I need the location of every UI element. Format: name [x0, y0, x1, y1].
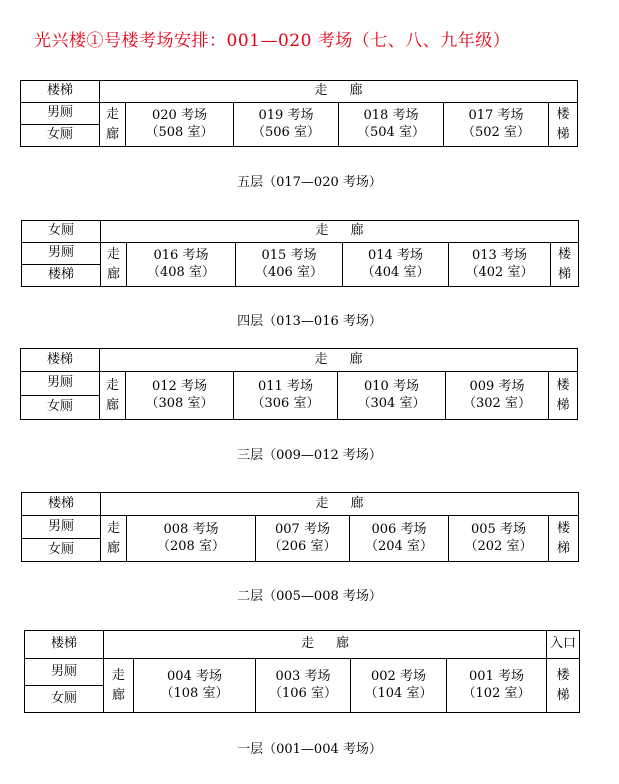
side-stairs-cell: 楼梯 [547, 659, 580, 713]
exam-room-cell: 020 考场 （508 室） [126, 103, 234, 147]
floor-caption: 三层（009—012 考场） [237, 448, 382, 463]
side-stairs-cell: 楼梯 [549, 516, 579, 562]
exam-room-cell: 011 考场 （306 室） [234, 372, 338, 420]
floor-caption: 二层（005—008 考场） [237, 589, 382, 604]
corner-mid-cell: 男厕 [21, 372, 100, 396]
corridor-cell: 走廊 [101, 493, 579, 516]
exam-room-cell: 010 考场 （304 室） [338, 372, 446, 420]
corner-mid-cell: 男厕 [21, 103, 100, 125]
exam-room-cell: 017 考场 （502 室） [444, 103, 549, 147]
corridor-cell: 走廊 [104, 631, 547, 659]
corner-mid-cell: 男厕 [25, 659, 104, 686]
exam-room-cell: 004 考场 （108 室） [134, 659, 256, 713]
corner-bottom-cell: 女厕 [21, 125, 100, 147]
corner-top-cell: 楼梯 [22, 493, 101, 516]
exam-room-cell: 012 考场 （308 室） [126, 372, 234, 420]
side-stairs-cell: 楼梯 [549, 103, 578, 147]
corridor-cell: 走廊 [100, 349, 578, 372]
exam-room-cell: 007 考场 （206 室） [256, 516, 350, 562]
floor-plan-table [21, 220, 579, 287]
entrance-cell: 入口 [547, 631, 580, 659]
corner-top-cell: 楼梯 [25, 631, 104, 659]
floor-plan-table [21, 492, 579, 562]
exam-room-cell: 014 考场 （404 室） [343, 243, 449, 287]
corner-top-cell: 女厕 [22, 221, 101, 243]
exam-room-cell: 008 考场 （208 室） [127, 516, 256, 562]
corner-bottom-cell: 女厕 [25, 686, 104, 713]
exam-room-cell: 013 考场 （402 室） [449, 243, 551, 287]
floor-caption: 一层（001—004 考场） [237, 742, 382, 757]
corner-bottom-cell: 楼梯 [22, 265, 101, 287]
floor-plan-table [20, 348, 578, 420]
corner-mid-cell: 男厕 [22, 516, 101, 539]
exam-room-cell: 015 考场 （406 室） [236, 243, 343, 287]
exam-room-cell: 002 考场 （104 室） [351, 659, 447, 713]
side-corridor-cell: 走廊 [100, 103, 126, 147]
side-corridor-cell: 走廊 [101, 516, 127, 562]
corridor-cell: 走廊 [100, 81, 578, 103]
exam-room-cell: 019 考场 （506 室） [234, 103, 339, 147]
exam-room-cell: 006 考场 （204 室） [350, 516, 449, 562]
floor-caption: 四层（013—016 考场） [237, 314, 382, 329]
exam-room-cell: 001 考场 （102 室） [447, 659, 547, 713]
side-stairs-cell: 楼梯 [549, 372, 578, 420]
exam-room-cell: 016 考场 （408 室） [127, 243, 236, 287]
corner-bottom-cell: 女厕 [21, 396, 100, 420]
exam-room-cell: 009 考场 （302 室） [446, 372, 549, 420]
document-title: 光兴楼①号楼考场安排：001—020 考场（七、八、九年级） [34, 31, 511, 51]
side-corridor-cell: 走廊 [100, 372, 126, 420]
exam-room-cell: 018 考场 （504 室） [339, 103, 444, 147]
corridor-cell: 走廊 [101, 221, 579, 243]
floor-plan-table [24, 630, 580, 713]
floor-caption: 五层（017—020 考场） [237, 175, 382, 190]
corner-mid-cell: 男厕 [22, 243, 101, 265]
side-stairs-cell: 楼梯 [551, 243, 579, 287]
exam-room-cell: 003 考场 （106 室） [256, 659, 351, 713]
exam-room-cell: 005 考场 （202 室） [449, 516, 549, 562]
corner-bottom-cell: 女厕 [22, 539, 101, 562]
corner-top-cell: 楼梯 [21, 349, 100, 372]
side-corridor-cell: 走廊 [101, 243, 127, 287]
floor-plan-table [20, 80, 578, 147]
side-corridor-cell: 走廊 [104, 659, 134, 713]
corner-top-cell: 楼梯 [21, 81, 100, 103]
